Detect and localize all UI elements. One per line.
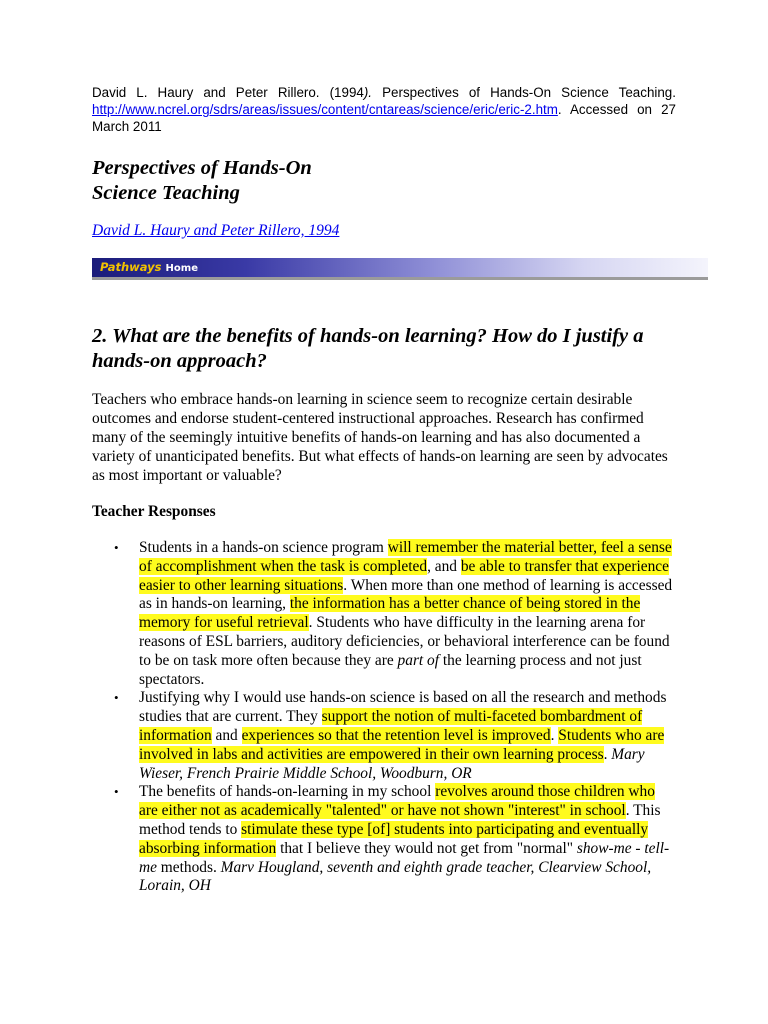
pathways-home-banner[interactable]: [92, 258, 708, 280]
highlighted-text: be able to transfer that experience easier to other learning situations: [139, 557, 669, 594]
body-text: . When more than one method of learning is accessed as in hands-on learning,: [139, 576, 673, 613]
teacher-responses-list: [92, 539, 676, 896]
list-item: [92, 783, 676, 896]
citation: [92, 84, 676, 135]
highlighted-text: will remember the material better, feel a sense of accomplishment when the task is completed: [139, 539, 672, 575]
body-text: . This method tends to: [139, 802, 661, 838]
page-title-line2: Science Teaching: [92, 182, 240, 204]
body-text: . Students who have difficulty in the learning arena for reasons of ESL barriers, auditory deficiencies, or behavioral interference can be found to be on task more often because they are: [139, 614, 670, 669]
bullet-icon: •: [114, 784, 119, 800]
list-item: [92, 689, 676, 783]
italic-text: Marv Hougland, seventh and eighth grade teacher, Clearview School, Lorain, OH: [139, 858, 652, 895]
highlighted-text: the information has a better chance of being stored in the memory for useful retrieval: [139, 595, 641, 632]
intro-paragraph: Teachers who embrace hands-on learning in science seem to recognize certain desirable outcomes and endorse student-centered instructional approaches. Research has confirmed many of the seemingly intuitive benefits of hands-on learning and has also documented a variety of unanticipated benefits. But what effects of hands-on learning are seen by advocates as most important or valuable?: [92, 391, 668, 484]
list-item: [92, 539, 676, 689]
bullet-icon: •: [114, 540, 119, 555]
highlighted-text: revolves around those children who are either not as academically "talented" or have not shown "interest" in school: [139, 783, 655, 820]
home-text: Home: [165, 263, 198, 274]
body-text: .: [550, 726, 559, 744]
citation-accessed: . Accessed on 27 March 2011: [92, 102, 676, 134]
highlighted-text: Students who are involved in labs and activities are empowered in their own learning process: [139, 726, 665, 763]
citation-authors: David L. Haury and Peter Rillero. (1994: [92, 85, 364, 100]
body-text: and: [211, 726, 242, 744]
citation-url-link[interactable]: http://www.ncrel.org/sdrs/areas/issues/content/cntareas/science/eric/eric-2.htm: [92, 102, 558, 117]
section-question-heading: 2. What are the benefits of hands-on learning? How do I justify a hands-on approach?: [92, 325, 644, 372]
italic-text: Mary Wieser, French Prairie Middle School, Woodburn, OR: [139, 745, 645, 782]
body-text: the learning process and not just spectators.: [139, 651, 642, 688]
page-title: [92, 156, 312, 206]
page-title-line1: Perspectives of Hands-On: [92, 157, 312, 179]
pathways-text: Pathways: [100, 260, 162, 274]
body-text: methods.: [156, 858, 221, 876]
bullet-icon: •: [114, 690, 119, 706]
body-text: Justifying why I would use hands-on science is based on all the research and methods studies that are current. They: [139, 689, 667, 726]
pathways-home-logo[interactable]: [100, 260, 198, 274]
highlighted-text: stimulate these type [of] students into participating and eventually absorbing information: [139, 820, 649, 857]
teacher-responses-heading: Teacher Responses: [92, 503, 216, 520]
citation-paren: ).: [363, 85, 373, 100]
italic-text: show-me - tell-me: [139, 839, 670, 876]
italic-text: part of: [397, 651, 440, 669]
body-text: that I believe they would not get from "normal": [276, 839, 577, 857]
body-text: , and: [427, 557, 461, 575]
highlighted-text: support the notion of multi-faceted bombardment of information: [139, 708, 643, 744]
citation-title: Perspectives of Hands-On Science Teaching.: [372, 85, 676, 100]
body-text: Students in a hands-on science program: [139, 539, 388, 556]
highlighted-text: experiences so that the retention level is improved: [241, 726, 551, 744]
body-text: The benefits of hands-on-learning in my school: [139, 783, 436, 801]
document-page: [92, 84, 676, 895]
body-text: .: [603, 745, 612, 763]
authors-link[interactable]: David L. Haury and Peter Rillero, 1994: [92, 222, 340, 239]
